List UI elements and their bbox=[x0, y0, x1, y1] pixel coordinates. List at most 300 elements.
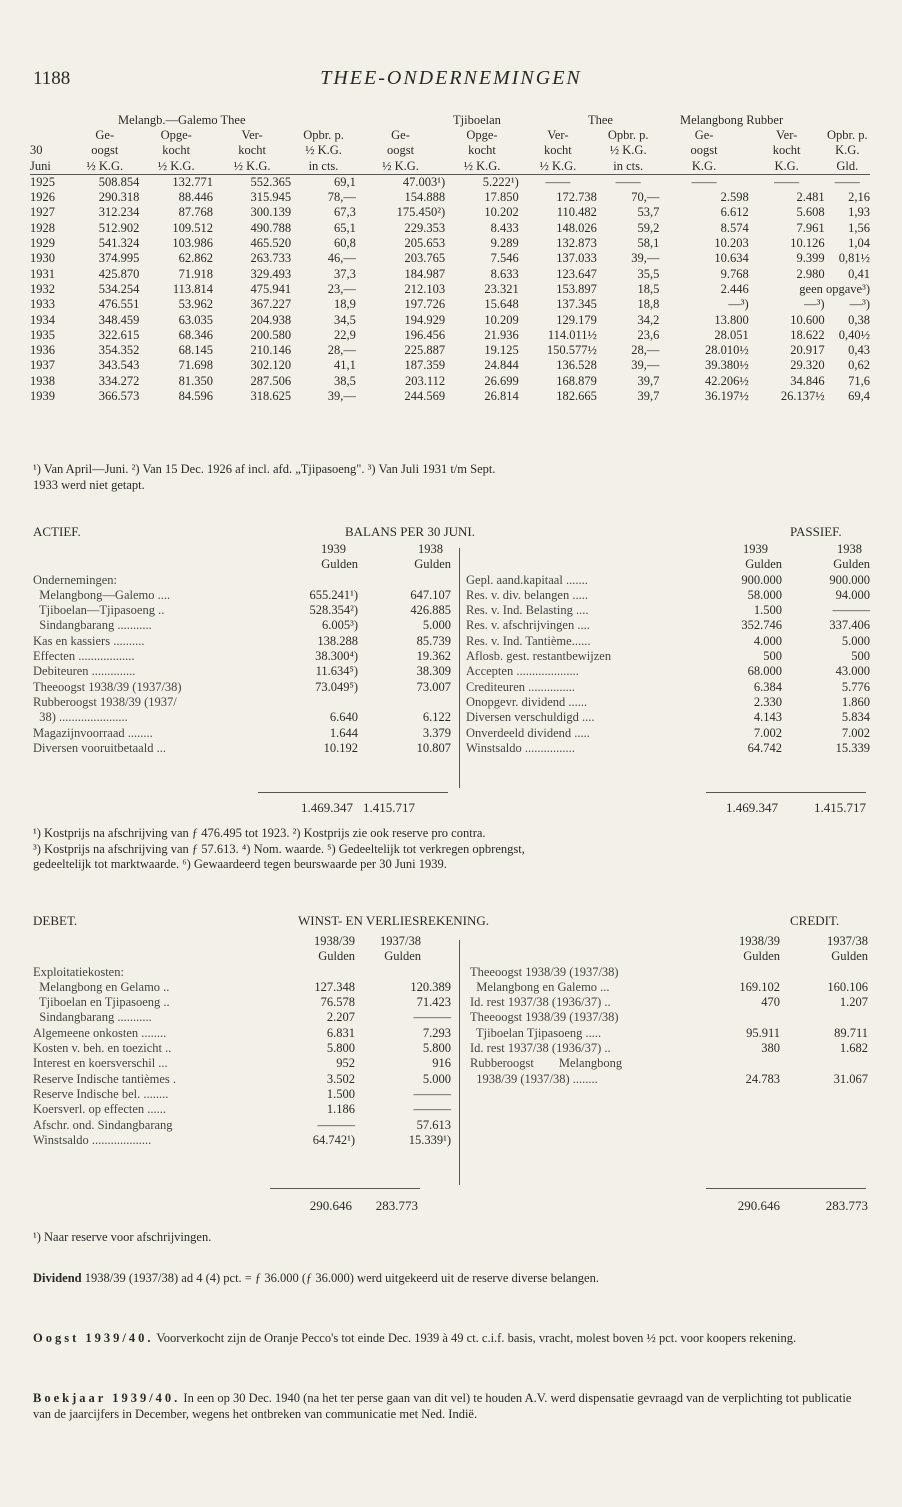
value-previous bbox=[780, 1010, 868, 1025]
item-label: Diversen vooruitbetaald ... bbox=[33, 740, 166, 755]
value-cell: 38,5 bbox=[333, 373, 356, 388]
value-cell: 42.206½ bbox=[704, 373, 749, 388]
value-cell: 29.320 bbox=[790, 358, 825, 373]
value-previous: ——— bbox=[413, 1010, 451, 1025]
table-row bbox=[30, 328, 870, 343]
value-current bbox=[263, 695, 358, 710]
value-cell: 22,9 bbox=[333, 327, 356, 342]
footnote: ¹) Kostprijs na afschrijving van ƒ 476.495 tot 1923. ²) Kostprijs zie ook reserve pro contra. bbox=[33, 826, 486, 840]
value-cell: 129.179 bbox=[556, 312, 597, 327]
value-previous: 7.293 bbox=[422, 1025, 451, 1040]
item-label: Sindangbarang ........... bbox=[33, 1010, 152, 1025]
value-previous: 89.711 bbox=[834, 1025, 868, 1040]
column-divider bbox=[459, 940, 460, 1185]
value-previous: 71.423 bbox=[416, 995, 451, 1010]
value-previous: 5.800 bbox=[422, 1041, 451, 1056]
value-current: 64.742¹) bbox=[312, 1132, 355, 1147]
boekjaar-paragraph bbox=[33, 1390, 869, 1422]
column-header: oogst bbox=[386, 143, 415, 158]
item-label: Crediteuren ............... bbox=[466, 679, 576, 694]
value-cell: 34,5 bbox=[333, 312, 356, 327]
list-item bbox=[466, 680, 870, 695]
value-cell: 20.917 bbox=[790, 343, 825, 358]
column-header: kocht bbox=[772, 143, 801, 158]
value-previous: 7.002 bbox=[841, 725, 870, 740]
item-label: Afschr. ond. Sindangbarang bbox=[33, 1117, 173, 1132]
value-cell: 114.011½ bbox=[547, 327, 597, 342]
value-cell: 315.945 bbox=[250, 190, 292, 205]
value-cell: 34.846 bbox=[790, 373, 825, 388]
value-cell: 8.433 bbox=[490, 220, 519, 235]
value-cell: 187.359 bbox=[404, 358, 446, 373]
year-cell: 1929 bbox=[30, 236, 55, 251]
table-row bbox=[30, 374, 870, 389]
value-cell: 23,— bbox=[327, 281, 356, 296]
list-item bbox=[470, 980, 868, 995]
value-previous: ——— bbox=[413, 1086, 451, 1101]
value-current: 7.002 bbox=[753, 725, 782, 740]
group-header: Melangbong Rubber bbox=[680, 113, 784, 127]
pl-credit bbox=[470, 934, 870, 1087]
column-header: K.G. bbox=[659, 159, 748, 175]
value-current: 6.640 bbox=[329, 710, 358, 725]
value-current: 1.500 bbox=[326, 1086, 355, 1101]
credit-total-b: 283.773 bbox=[825, 1198, 868, 1213]
value-previous: 38.309 bbox=[416, 664, 451, 679]
year-cell: 1928 bbox=[30, 220, 55, 235]
value-cell: 10.203 bbox=[714, 236, 749, 251]
list-item bbox=[33, 965, 451, 980]
value-cell: 263.733 bbox=[250, 251, 292, 266]
value-cell: 212.103 bbox=[404, 281, 446, 296]
value-cell: 58,1 bbox=[637, 236, 660, 251]
value-current: 352.746 bbox=[741, 618, 782, 633]
item-label: Theeoogst 1938/39 (1937/38) bbox=[470, 1010, 619, 1025]
value-cell: 290.318 bbox=[98, 190, 140, 205]
item-label: 1938/39 (1937/38) ........ bbox=[470, 1071, 598, 1086]
item-label: Gepl. aand.kapitaal ....... bbox=[466, 572, 588, 587]
value-cell: 5.608 bbox=[796, 205, 825, 220]
value-cell: 8.574 bbox=[720, 220, 749, 235]
list-item bbox=[33, 1118, 451, 1133]
value-cell: 300.139 bbox=[250, 205, 292, 220]
year-cell: 1937 bbox=[30, 358, 55, 373]
value-cell: 71.698 bbox=[178, 358, 214, 373]
production-table bbox=[30, 113, 870, 404]
group-header: Thee bbox=[588, 113, 613, 127]
list-item bbox=[33, 741, 451, 756]
value-cell: 37,3 bbox=[333, 266, 356, 281]
column-header: Ge- bbox=[95, 128, 115, 142]
value-cell: 39,7 bbox=[637, 389, 660, 404]
list-item bbox=[466, 695, 870, 710]
balance-actief-label: ACTIEF. bbox=[33, 524, 81, 539]
value-cell: 7.546 bbox=[490, 251, 519, 266]
list-item bbox=[33, 1102, 451, 1117]
value-cell: 367.227 bbox=[250, 297, 292, 312]
table-row bbox=[30, 221, 870, 236]
table-row bbox=[30, 389, 870, 404]
header-row bbox=[30, 128, 870, 143]
value-current: 6.384 bbox=[753, 679, 782, 694]
value-previous: 160.106 bbox=[827, 979, 868, 994]
item-label: Effecten .................. bbox=[33, 649, 135, 664]
table-row bbox=[30, 205, 870, 220]
year-cell: 1927 bbox=[30, 205, 55, 220]
value-current: 380 bbox=[761, 1041, 780, 1056]
value-previous: 5.000 bbox=[422, 1071, 451, 1086]
value-cell: geen opgave³) bbox=[799, 281, 870, 296]
value-current: 138.288 bbox=[317, 633, 358, 648]
value-cell: 9.768 bbox=[720, 266, 749, 281]
value-cell: 113.814 bbox=[172, 281, 214, 296]
list-item bbox=[33, 634, 451, 649]
value-cell: 53.962 bbox=[178, 297, 214, 312]
year-header: 1938 bbox=[837, 542, 862, 556]
value-cell: 103.986 bbox=[172, 236, 214, 251]
item-label: Tjiboelan Tjipasoeng ..... bbox=[470, 1025, 602, 1040]
list-item bbox=[33, 618, 451, 633]
value-cell: 26.814 bbox=[484, 389, 519, 404]
list-item bbox=[470, 1010, 868, 1025]
value-cell: —— bbox=[834, 174, 860, 189]
year-header: 1938/39 bbox=[739, 934, 780, 948]
list-item bbox=[33, 1041, 451, 1056]
value-cell: 0,81½ bbox=[838, 251, 870, 266]
value-cell: 175.450²) bbox=[396, 205, 446, 220]
value-cell: 59,2 bbox=[637, 220, 660, 235]
item-label: Koersverl. op effecten ...... bbox=[33, 1102, 167, 1117]
column-header: Ge- bbox=[391, 128, 410, 142]
value-previous bbox=[780, 965, 868, 980]
value-cell: 5.222¹) bbox=[482, 174, 519, 189]
list-item bbox=[466, 726, 870, 741]
value-cell: 71.918 bbox=[178, 266, 214, 281]
year-cell: 1934 bbox=[30, 312, 55, 327]
value-previous: 5.776 bbox=[841, 679, 870, 694]
value-cell: 154.888 bbox=[404, 190, 446, 205]
production-grid bbox=[30, 128, 870, 404]
value-current: 655.241¹) bbox=[309, 587, 358, 602]
list-item bbox=[466, 588, 870, 603]
list-item bbox=[33, 1072, 451, 1087]
column-header: Ver- bbox=[547, 128, 569, 142]
item-label: Ondernemingen: bbox=[33, 572, 118, 587]
value-cell: 8.633 bbox=[490, 266, 519, 281]
item-label: Winstsaldo ................... bbox=[33, 1132, 152, 1147]
balance-passief-label: PASSIEF. bbox=[790, 524, 842, 539]
value-previous: 19.362 bbox=[416, 649, 451, 664]
value-cell: 1,93 bbox=[848, 205, 870, 220]
value-cell: 18,5 bbox=[637, 281, 660, 296]
value-cell: 354.352 bbox=[98, 343, 140, 358]
value-previous: 1.207 bbox=[839, 995, 868, 1010]
value-cell: —— bbox=[545, 174, 571, 189]
value-cell: 39.380½ bbox=[704, 358, 749, 373]
value-cell: 36.197½ bbox=[704, 389, 749, 404]
value-previous: 900.000 bbox=[829, 572, 870, 587]
boekjaar-lead: Boekjaar 1939/40. bbox=[33, 1391, 181, 1405]
value-cell: 194.929 bbox=[404, 312, 446, 327]
list-item bbox=[466, 603, 870, 618]
value-cell: 10.600 bbox=[790, 312, 825, 327]
value-current: 6.831 bbox=[326, 1025, 355, 1040]
value-previous: 500 bbox=[851, 649, 870, 664]
year-cell: 1939 bbox=[30, 389, 55, 404]
list-item bbox=[33, 680, 451, 695]
column-header: oogst bbox=[690, 143, 718, 158]
list-item bbox=[470, 1026, 868, 1041]
item-label: Melangbong en Galemo ... bbox=[470, 979, 610, 994]
value-previous bbox=[358, 695, 451, 710]
column-header bbox=[30, 128, 70, 143]
item-label: Sindangbarang ........... bbox=[33, 618, 152, 633]
group-header: Melangb.—Galemo Thee bbox=[118, 113, 246, 127]
value-cell: 2.598 bbox=[720, 190, 749, 205]
value-cell: 15.648 bbox=[484, 297, 519, 312]
column-header: ½ K.G. bbox=[609, 143, 647, 158]
column-header: in cts. bbox=[597, 159, 660, 175]
item-label: 38) ...................... bbox=[33, 710, 128, 725]
value-previous: ——— bbox=[413, 1102, 451, 1117]
value-previous: 85.739 bbox=[416, 633, 451, 648]
item-label: Melangbong—Galemo .... bbox=[33, 587, 171, 602]
list-item bbox=[33, 1010, 451, 1025]
value-cell: 322.615 bbox=[98, 327, 140, 342]
item-label: Tjiboelan en Tjipasoeng .. bbox=[33, 995, 170, 1010]
list-item bbox=[33, 664, 451, 679]
year-header: 1939 bbox=[321, 542, 346, 556]
value-cell: 26.137½ bbox=[780, 389, 825, 404]
value-previous: 916 bbox=[432, 1056, 451, 1071]
value-cell: 205.653 bbox=[404, 236, 446, 251]
list-item bbox=[470, 1056, 868, 1071]
value-current: 4.143 bbox=[753, 710, 782, 725]
item-label: Theeoogst 1938/39 (1937/38) bbox=[33, 679, 182, 694]
balance-liabilities bbox=[466, 542, 870, 756]
year-header: 1937/38 bbox=[827, 934, 868, 948]
year-cell: 1926 bbox=[30, 190, 55, 205]
value-previous: 73.007 bbox=[416, 679, 451, 694]
value-cell: —— bbox=[774, 174, 800, 189]
column-header: ½ K.G. bbox=[356, 159, 445, 175]
value-current: 4.000 bbox=[753, 633, 782, 648]
value-cell: 203.765 bbox=[404, 251, 446, 266]
unit-header: Gulden bbox=[384, 949, 421, 964]
credit-total-a: 290.646 bbox=[737, 1198, 780, 1213]
item-label: Id. rest 1937/38 (1936/37) .. bbox=[470, 995, 611, 1010]
value-cell: 41,1 bbox=[333, 358, 356, 373]
value-cell: 302.120 bbox=[250, 358, 292, 373]
unit-header: Gulden bbox=[321, 557, 358, 572]
item-label: Accepten .................... bbox=[466, 664, 579, 679]
balance-title: BALANS PER 30 JUNI. bbox=[345, 524, 476, 539]
value-current: 38.300⁴) bbox=[315, 649, 358, 664]
total-rule bbox=[706, 792, 866, 793]
column-header: Opge- bbox=[160, 128, 192, 142]
value-cell: 512.902 bbox=[98, 220, 140, 235]
list-item bbox=[33, 649, 451, 664]
value-cell: 374.995 bbox=[98, 251, 140, 266]
pl-title: WINST- EN VERLIESREKENING. bbox=[298, 913, 490, 928]
value-cell: 23,6 bbox=[637, 327, 660, 342]
item-label: Kas en kassiers .......... bbox=[33, 633, 145, 648]
value-cell: 28,— bbox=[631, 343, 660, 358]
value-cell: 18,9 bbox=[333, 297, 356, 312]
value-cell: 68.346 bbox=[178, 327, 214, 342]
value-current bbox=[704, 1056, 780, 1071]
list-item bbox=[33, 603, 451, 618]
value-current: 68.000 bbox=[747, 664, 782, 679]
value-cell: 200.580 bbox=[250, 327, 292, 342]
group-headers bbox=[30, 113, 870, 128]
value-cell: 465.520 bbox=[250, 236, 292, 251]
year-cell: 1933 bbox=[30, 297, 55, 312]
value-cell: 78,— bbox=[327, 190, 356, 205]
balance-assets bbox=[33, 542, 453, 756]
value-previous: 5.000 bbox=[841, 633, 870, 648]
value-cell: 70,— bbox=[631, 190, 660, 205]
value-current: 5.800 bbox=[326, 1041, 355, 1056]
item-label: Melangbong en Gelamo .. bbox=[33, 979, 170, 994]
table-row bbox=[30, 236, 870, 251]
column-header: Ver- bbox=[776, 128, 798, 142]
unit-header: Gulden bbox=[318, 949, 355, 964]
value-previous: 120.389 bbox=[410, 979, 451, 994]
value-current bbox=[704, 1010, 780, 1025]
value-cell: 1,56 bbox=[848, 220, 870, 235]
value-cell: 6.612 bbox=[720, 205, 749, 220]
assets-total-a: 1.469.347 bbox=[301, 800, 353, 815]
value-cell: 10.126 bbox=[790, 236, 825, 251]
item-label: Rubberoogst Melangbong bbox=[470, 1056, 623, 1071]
dividend-paragraph bbox=[33, 1270, 869, 1286]
table-row bbox=[30, 251, 870, 266]
value-current: 900.000 bbox=[741, 572, 782, 587]
value-current: 95.911 bbox=[746, 1025, 780, 1040]
value-cell: 153.897 bbox=[556, 281, 597, 296]
unit-header: Gulden bbox=[745, 557, 782, 572]
column-header: ½ K.G. bbox=[519, 159, 597, 175]
value-cell: 2,16 bbox=[848, 190, 870, 205]
value-cell: 476.551 bbox=[98, 297, 140, 312]
value-cell: 329.493 bbox=[250, 266, 292, 281]
item-label: Exploitatiekosten: bbox=[33, 964, 124, 979]
value-cell: 68.145 bbox=[178, 343, 214, 358]
column-header: kocht bbox=[162, 143, 191, 158]
value-previous: 426.885 bbox=[410, 603, 451, 618]
value-cell: 17.850 bbox=[484, 190, 519, 205]
value-previous: 57.613 bbox=[416, 1117, 451, 1132]
value-cell: 84.596 bbox=[178, 389, 214, 404]
value-cell: 2.446 bbox=[720, 281, 749, 296]
value-cell: 81.350 bbox=[178, 373, 214, 388]
unit-header: Gulden bbox=[833, 557, 870, 572]
value-cell: 123.647 bbox=[556, 266, 597, 281]
value-cell: 244.569 bbox=[404, 389, 446, 404]
group-header: Tjiboelan bbox=[453, 113, 501, 127]
value-cell: 24.844 bbox=[484, 358, 519, 373]
production-footnotes bbox=[33, 462, 869, 493]
total-rule bbox=[706, 1188, 866, 1189]
value-cell: 1,04 bbox=[848, 236, 870, 251]
value-cell: 168.879 bbox=[556, 373, 597, 388]
pl-footnote: ¹) Naar reserve voor afschrijvingen. bbox=[33, 1230, 212, 1244]
value-cell: 23.321 bbox=[484, 281, 519, 296]
column-header: K.G. bbox=[835, 143, 860, 158]
value-cell: 18.622 bbox=[790, 327, 825, 342]
value-cell: 197.726 bbox=[404, 297, 446, 312]
column-header: kocht bbox=[468, 143, 496, 158]
value-cell: 312.234 bbox=[98, 205, 140, 220]
item-label: Kosten v. beh. en toezicht .. bbox=[33, 1041, 172, 1056]
item-label: Theeoogst 1938/39 (1937/38) bbox=[470, 964, 619, 979]
value-cell: 60,8 bbox=[333, 236, 356, 251]
column-header: 30 bbox=[30, 143, 43, 158]
value-cell: 196.456 bbox=[404, 327, 446, 342]
footnote: 1933 werd niet getapt. bbox=[33, 477, 145, 492]
value-previous: 647.107 bbox=[410, 587, 451, 602]
item-label: Aflosb. gest. restantbewijzen bbox=[466, 649, 612, 664]
value-previous: 1.860 bbox=[841, 694, 870, 709]
value-previous bbox=[358, 573, 451, 588]
item-label: Reserve Indische tantièmes . bbox=[33, 1071, 177, 1086]
item-label: Winstsaldo ................ bbox=[466, 740, 575, 755]
liab-total-a: 1.469.347 bbox=[726, 800, 778, 815]
column-header: oogst bbox=[91, 143, 119, 158]
dividend-text: 1938/39 (1937/38) ad 4 (4) pct. = ƒ 36.000 (ƒ 36.000) werd uitgekeerd uit de reserve diverse belangen. bbox=[81, 1271, 599, 1285]
column-header: Ver- bbox=[241, 128, 263, 142]
value-cell: 18,8 bbox=[637, 297, 660, 312]
value-cell: 46,— bbox=[327, 251, 356, 266]
column-header: in cts. bbox=[291, 159, 356, 175]
footnote: ³) Kostprijs na afschrijving van ƒ 57.613. ⁴) Nom. waarde. ⁵) Gedeeltelijk tot verkregen opbrengst, bbox=[33, 841, 525, 856]
list-item bbox=[466, 649, 870, 664]
table-row bbox=[30, 297, 870, 312]
value-current: 64.742 bbox=[747, 740, 782, 755]
value-current bbox=[704, 965, 780, 980]
column-header: Opbr. p. bbox=[607, 128, 649, 142]
value-cell: 172.738 bbox=[556, 190, 597, 205]
table-row bbox=[30, 174, 870, 190]
value-cell: 88.446 bbox=[178, 190, 214, 205]
list-item bbox=[33, 995, 451, 1010]
value-cell: 35,5 bbox=[637, 266, 660, 281]
value-current: 470 bbox=[761, 995, 780, 1010]
value-cell: 0,41 bbox=[848, 266, 870, 281]
value-cell: 475.941 bbox=[250, 281, 292, 296]
unit-header: Gulden bbox=[743, 949, 780, 964]
list-item bbox=[466, 573, 870, 588]
value-cell: 137.345 bbox=[556, 297, 597, 312]
assets-total-b: 1.415.717 bbox=[363, 800, 415, 815]
value-previous: 3.379 bbox=[422, 725, 451, 740]
column-header: ½ K.G. bbox=[139, 159, 213, 175]
value-cell: 7.961 bbox=[796, 220, 825, 235]
list-item bbox=[470, 965, 868, 980]
value-cell: 343.543 bbox=[98, 358, 140, 373]
value-cell: 39,— bbox=[631, 251, 660, 266]
table-row bbox=[30, 267, 870, 282]
value-cell: 39,— bbox=[631, 358, 660, 373]
list-item bbox=[33, 710, 451, 725]
value-current: 127.348 bbox=[314, 979, 355, 994]
column-header: Opbr. p. bbox=[826, 128, 868, 142]
value-previous: 6.122 bbox=[422, 710, 451, 725]
value-cell: 9.399 bbox=[796, 251, 825, 266]
year-cell: 1938 bbox=[30, 373, 55, 388]
list-item bbox=[470, 995, 868, 1010]
